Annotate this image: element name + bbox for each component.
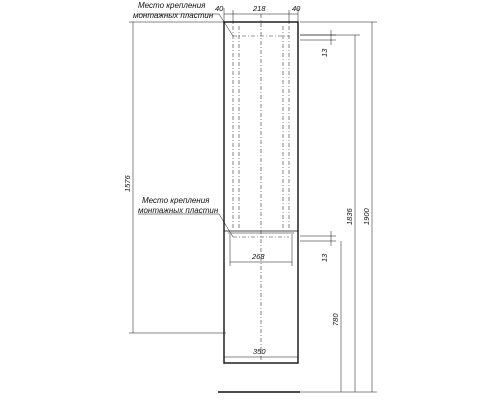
mounting-guides bbox=[233, 14, 289, 362]
top-note-line2: монтажных пластин bbox=[133, 11, 214, 20]
left-height-dimension bbox=[129, 22, 226, 333]
total-height-dimension bbox=[300, 22, 377, 392]
mid-offset-dimension bbox=[300, 231, 336, 246]
mid-note-line1: Место крепления bbox=[142, 196, 210, 205]
dim-top-offset: 13 bbox=[320, 48, 329, 57]
dim-mid-offset: 13 bbox=[320, 253, 329, 262]
dim-top-center-width: 218 bbox=[253, 4, 266, 13]
dim-bottom-width: 350 bbox=[253, 347, 266, 356]
dim-top-left-margin: 40 bbox=[215, 4, 224, 13]
mid-note-leader bbox=[138, 214, 233, 237]
dim-total-height: 1900 bbox=[362, 208, 371, 225]
dim-top-right-margin: 40 bbox=[292, 4, 301, 13]
dim-lower-height: 780 bbox=[331, 313, 340, 326]
dim-upper-height: 1836 bbox=[345, 208, 354, 225]
dim-left-height: 1576 bbox=[123, 175, 132, 192]
top-offset-dimension bbox=[300, 30, 336, 45]
dim-mid-width: 268 bbox=[252, 252, 265, 261]
top-note-line1: Место крепления bbox=[138, 1, 206, 10]
mid-note-line2: монтажных пластин bbox=[138, 206, 219, 215]
